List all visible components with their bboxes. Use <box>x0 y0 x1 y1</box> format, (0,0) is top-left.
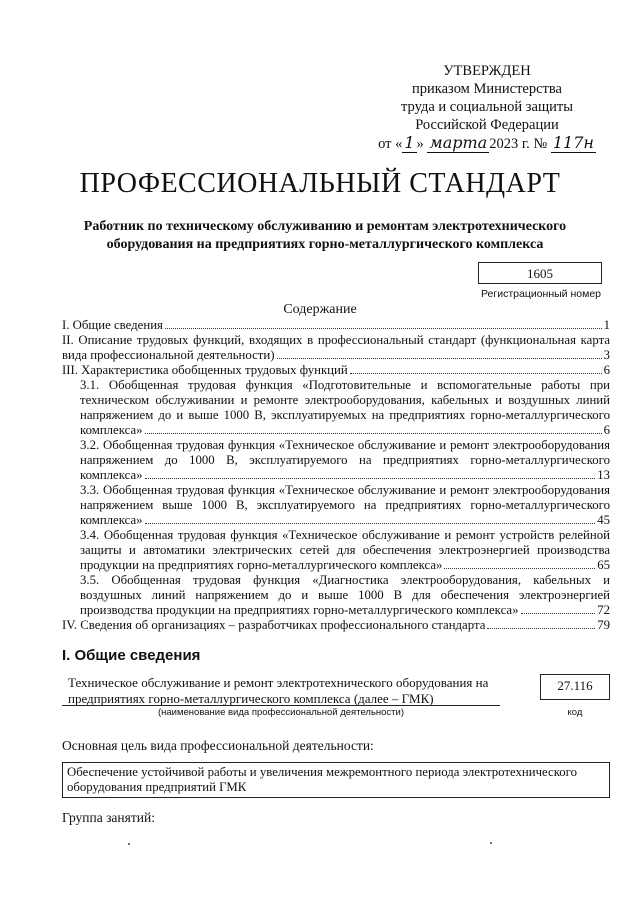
toc-heading: Содержание <box>283 302 357 317</box>
registration-number-label: Регистрационный номер <box>481 288 601 300</box>
toc-entry[interactable]: 3.4. Обобщенная трудовая функция «Техническое обслуживание и ремонт устройств релейной защиты и автоматики электрических сетей для обеспечения электроэнергией производства продукции на предприятиях горно-металлургического комплекса» 65 <box>80 528 610 572</box>
toc-entry[interactable]: IV. Сведения об организациях – разработчиках профессионального стандарта 79 <box>62 618 610 632</box>
approval-line-4: Российской Федерации <box>415 117 559 133</box>
toc-entry[interactable]: 3.5. Обобщенная трудовая функция «Диагностика электрооборудования, кабельных и воздушных линий напряжением до и выше 1000 В для обеспечения электроэнергией производства продукции на предприятиях горно-металлургического комплекса» 72 <box>80 573 610 617</box>
approval-block <box>372 62 602 153</box>
approval-title: УТВЕРЖДЕН <box>443 63 531 79</box>
activity-code-box: 27.116 <box>540 674 610 700</box>
approval-day: 1 <box>404 133 415 152</box>
toc-entry[interactable]: II. Описание трудовых функций, входящих в профессиональный стандарт (функциональная карта вида профессиональной деятельности) 3 <box>62 333 610 362</box>
goal-label: Основная цель вида профессиональной деятельности: <box>62 738 374 753</box>
approval-date: от « 1 » марта 2023 г. № 117н <box>378 133 594 152</box>
section-heading: I. Общие сведения <box>62 647 201 664</box>
toc-entry[interactable]: I. Общие сведения 1 <box>62 318 610 332</box>
toc-entry[interactable]: 3.1. Обобщенная трудовая функция «Подготовительные и вспомогательные работы при техническом обслуживании и ремонте электрооборудования, кабельных и воздушных линий напряжением до и выше 1000 В, эксплуатируемых на предприятиях горно-металлургического комплекса» 6 <box>80 378 610 437</box>
approval-line-2: приказом Министерства <box>412 81 562 97</box>
toc-entry[interactable]: 3.2. Обобщенная трудовая функция «Техническое обслуживание и ремонт электрооборудования напряжением до 1000 В, эксплуатируемого на предприятиях горно-металлургического комплекса» 13 <box>80 438 610 482</box>
activity-code-label: код <box>567 707 583 718</box>
approval-month: марта <box>429 133 488 152</box>
occupation-group-label: Группа занятий: <box>62 810 155 825</box>
scan-speck <box>490 842 492 844</box>
activity-label: (наименование вида профессиональной деятельности) <box>157 707 405 718</box>
activity-name: Техническое обслуживание и ремонт электротехнического оборудования на предприятиях горно-металлургического комплекса (далее – ГМК) <box>68 675 489 706</box>
scan-speck <box>128 843 130 845</box>
activity-underline <box>62 705 500 706</box>
goal-box: Обеспечение устойчивой работы и увеличения межремонтного периода электротехнического оборудования предприятий ГМК <box>62 762 610 798</box>
approval-line-3: труда и социальной защиты <box>401 99 573 115</box>
toc-entry[interactable]: III. Характеристика обобщенных трудовых функций 6 <box>62 363 610 377</box>
document-title: ПРОФЕССИОНАЛЬНЫЙ СТАНДАРТ <box>79 168 561 199</box>
registration-number-box: 1605 <box>478 262 602 284</box>
toc-entry[interactable]: 3.3. Обобщенная трудовая функция «Техническое обслуживание и ремонт электрооборудования напряжением выше 1000 В, эксплуатируемого на предприятиях горно-металлургического комплекса» 45 <box>80 483 610 527</box>
table-of-contents <box>62 318 610 633</box>
approval-number: 117н <box>552 133 594 152</box>
document-subtitle: Работник по техническому обслуживанию и ремонтам электротехнического оборудования на предприятиях горно-металлургического комплекса <box>83 219 567 252</box>
